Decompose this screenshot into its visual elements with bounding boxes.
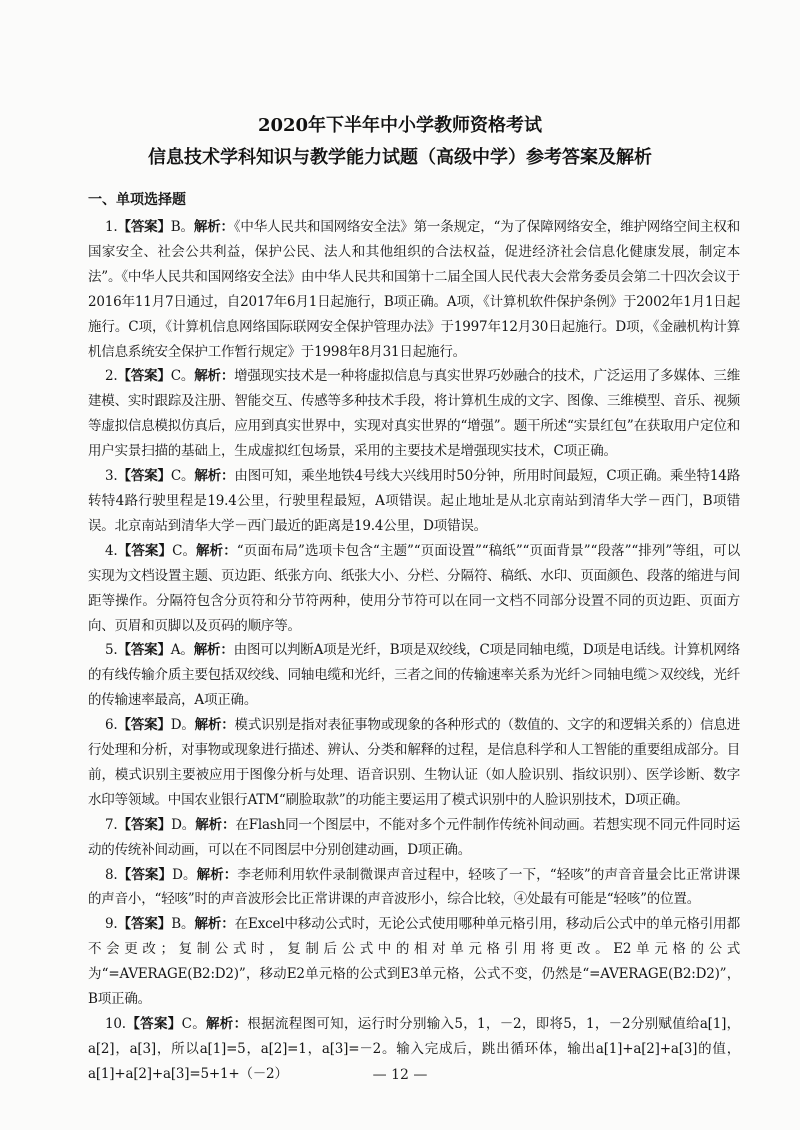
answer-value: D。 — [172, 866, 197, 883]
answer-item-5 — [88, 638, 740, 713]
item-number: 4. — [105, 542, 118, 559]
answer-list — [88, 215, 740, 1087]
analysis-label: 解析： — [194, 368, 235, 385]
item-number: 6. — [105, 717, 118, 734]
answer-label: 【答案】 — [117, 717, 171, 734]
answer-label: 【答案】 — [117, 219, 171, 235]
analysis-label: 解析： — [196, 866, 238, 883]
answer-value: C。 — [181, 1016, 206, 1032]
answer-value: C。 — [170, 368, 195, 385]
analysis-label: 解析： — [194, 468, 235, 485]
analysis-text: 由图可知，乘坐地铁4号线大兴线用时50分钟，所用时间最短，C项正确。乘坐特14路转特4路行驶里程是19.4公里，行驶里程最短，A项错误。起止地址是从北京南站到清华大学－西门，B项错误。北京南站到清华大学－西门最近的距离是19.4公里，D项错误。 — [88, 468, 741, 534]
analysis-text: 增强现实技术是一种将虚拟信息与真实世界巧妙融合的技术，广泛运用了多媒体、三维建模、实时跟踪及注册、智能交互、传感等多种技术手段，将计算机生成的文字、图像、三维模型、音乐、视频等虚拟信息模拟仿真后，应用到真实世界中，实现对真实世界的“增强”。题干所述“实景红包”在获取用户定位和用户实景扫描的基础上，生成虚拟红包场景，采用的主要技术是增强现实技术，C项正确。 — [88, 368, 740, 460]
answer-value: C。 — [172, 542, 197, 559]
title-line-1: 2020年下半年中小学教师资格考试 — [257, 115, 543, 136]
title-line-2: 信息技术学科知识与教学能力试题（高级中学）参考答案及解析 — [148, 147, 652, 168]
answer-item-7 — [88, 813, 740, 863]
item-number: 3. — [105, 468, 118, 485]
answer-label: 【答案】 — [117, 866, 173, 883]
page-number: — 12 — — [372, 1067, 428, 1083]
answer-item-2 — [88, 364, 740, 464]
analysis-text: 模式识别是指对表征事物或现象的各种形式的（数值的、文字的和逻辑关系的）信息进行处理和分析，对事物或现象进行描述、辨认、分类和解释的过程，是信息科学和人工智能的重要组成部分。目前，模式识别主要被应用于图像分析与处理、语音识别、生物认证（如人脸识别、指纹识别）、医学诊断、数字水印等领域。中国农业银行ATM“刷脸取款”的功能主要运用了模式识别中的人脸识别技术，D项正确。 — [88, 717, 740, 808]
analysis-text: 根据流程图可知，运行时分别输入5，1，－2，即将5，1，－2分别赋值给a[1]，a[2]，a[3]，所以a[1]=5，a[2]=1，a[3]=－2。输入完成后，跳出循环体，输出a[1]+a[2]+a[3]的值，a[1]+a[2]+a[3]=5+1+（－2） — [88, 1016, 740, 1082]
answer-label: 【答案】 — [117, 468, 171, 485]
answer-label: 【答案】 — [117, 368, 171, 385]
document-title — [0, 110, 800, 174]
item-number: 9. — [105, 916, 118, 933]
answer-value: D。 — [170, 717, 195, 734]
answer-item-4 — [88, 539, 740, 639]
analysis-label: 解析： — [193, 219, 234, 235]
item-number: 10. — [105, 1016, 126, 1032]
answer-label: 【答案】 — [125, 1016, 182, 1032]
analysis-text: 李老师利用软件录制微课声音过程中，轻咳了一下，“轻咳”的声音音量会比正常讲课的声音小，“轻咳”时的声音波形会比正常讲课的声音波形小，综合比较，④处最有可能是“轻咳”的位置。 — [88, 866, 741, 908]
answer-value: B。 — [170, 219, 194, 235]
answer-item-8 — [88, 863, 740, 913]
analysis-label: 解析： — [196, 542, 237, 559]
answer-label: 【答案】 — [117, 642, 171, 659]
answer-value: C。 — [170, 468, 195, 485]
analysis-text: 在Flash同一个图层中，不能对多个元件制作传统补间动画。若想实现不同元件同时运动的传统补间动画，可以在不同图层中分别创建动画，D项正确。 — [88, 816, 740, 858]
section-heading: 一、单项选择题 — [88, 192, 186, 208]
answer-value: B。 — [171, 916, 195, 933]
item-number: 5. — [105, 642, 118, 659]
answer-value: A。 — [170, 642, 194, 659]
answer-item-9 — [88, 912, 740, 1012]
analysis-label: 解析： — [194, 916, 235, 933]
analysis-label: 解析： — [195, 816, 236, 833]
answer-label: 【答案】 — [117, 916, 172, 933]
analysis-text: 《中华人民共和国网络安全法》第一条规定，“为了保障网络安全，维护网络空间主权和国家安全、社会公共利益，保护公民、法人和其他组织的合法权益，促进经济社会信息化健康发展，制定本法”。《中华人民共和国网络安全法》由中华人民共和国第十二届全国人民代表大会常务委员会第二十四次会议于2016年11月7日通过，自2017年6月1日起施行，B项正确。A项，《计算机软件保护条例》于2002年1月1日起施行。C项，《计算机信息网络国际联网安全保护管理办法》于1997年12月30日起施行。D项，《金融机构计算机信息系统安全保护工作暂行规定》于1998年8月31日起施行。 — [88, 219, 740, 360]
analysis-text: “页面布局”选项卡包含“主题”“页面设置”“稿纸”“页面背景”“段落”“排列”等组，可以实现为文档设置主题、页边距、纸张方向、纸张大小、分栏、分隔符、稿纸、水印、页面颜色、段落的缩进与间距等操作。分隔符包含分页符和分节符两种，使用分节符可以在同一文档不同部分设置不同的页边距、页面方向、页眉和页脚以及页码的顺序等。 — [88, 542, 741, 634]
answer-item-3 — [88, 464, 740, 539]
answer-label: 【答案】 — [117, 542, 173, 559]
item-number: 1. — [105, 219, 118, 235]
answer-item-6 — [88, 713, 740, 813]
analysis-label: 解析： — [193, 642, 234, 659]
analysis-label: 解析： — [194, 717, 235, 734]
answer-label: 【答案】 — [117, 816, 172, 833]
answer-value: D。 — [171, 816, 196, 833]
analysis-text: 由图可以判断A项是光纤，B项是双绞线，C项是同轴电缆，D项是电话线。计算机网络的有线传输介质主要包括双绞线、同轴电缆和光纤，三者之间的传输速率关系为光纤＞同轴电缆＞双绞线，光纤的传输速率最高，A项正确。 — [88, 642, 740, 709]
item-number: 8. — [105, 866, 118, 883]
answer-item-1 — [88, 215, 740, 364]
analysis-text: 在Excel中移动公式时，无论公式使用哪种单元格引用，移动后公式中的单元格引用都不会更改；复制公式时，复制后公式中的相对单元格引用将更改。E2单元格的公式为“=AVERAGE(B2:D2)”，移动E2单元格的公式到E3单元格，公式不变，仍然是“=AVERAGE(B2:D2)”，B项正确。 — [88, 916, 740, 1008]
analysis-label: 解析： — [206, 1016, 248, 1032]
item-number: 7. — [105, 816, 118, 833]
item-number: 2. — [105, 368, 118, 385]
